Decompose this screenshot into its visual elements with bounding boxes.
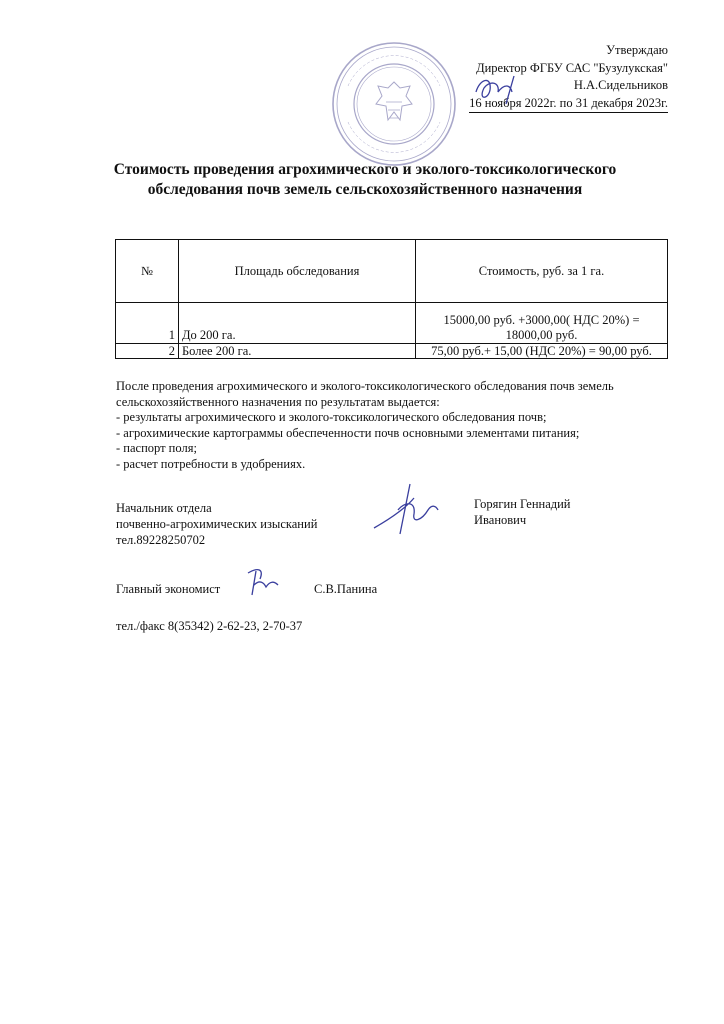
deliverables-section — [116, 379, 676, 472]
approval-validity-period: 16 ноября 2022г. по 31 декабря 2023г. — [469, 95, 668, 114]
head-phone: тел.89228250702 — [116, 533, 206, 547]
deliverable-item: - паспорт поля; — [116, 441, 197, 455]
head-position-line2: почвенно-агрохимических изысканий — [116, 517, 318, 531]
header-number: № — [116, 240, 179, 303]
deliverable-item: - результаты агрохимического и эколого-токсикологического обследования почв; — [116, 410, 547, 424]
deliverable-item: - агрохимические картограммы обеспеченности почв основными элементами питания; — [116, 425, 580, 440]
contact-phone-fax: тел./факс 8(35342) 2-62-23, 2-70-37 — [116, 619, 303, 633]
approval-director-name: Н.А.Сидельников — [573, 78, 668, 92]
row-area: Более 200 га. — [179, 344, 416, 359]
head-name-line2: Иванович — [474, 513, 527, 527]
row-cost: 15000,00 руб. +3000,00( НДС 20%) = 18000,00 руб. — [416, 303, 668, 344]
approval-label: Утверждаю — [606, 43, 668, 57]
head-position-line1: Начальник отдела — [116, 501, 212, 515]
director-signature — [470, 70, 534, 106]
head-of-department-info — [116, 500, 317, 548]
document-title: Стоимость проведения агрохимического и эколого-токсикологического обследования почв земель сельскохозяйственного назначения — [113, 161, 617, 198]
deliverable-item: - расчет потребности в удобрениях. — [116, 456, 306, 471]
pricing-table — [115, 239, 668, 359]
table-row — [116, 344, 668, 359]
header-cost: Стоимость, руб. за 1 га. — [416, 240, 668, 303]
approval-position: Директор ФГБУ САС "Бузулукская" — [476, 60, 668, 75]
head-signature — [370, 480, 442, 538]
row-cost: 75,00 руб.+ 15,00 (НДС 20%) = 90,00 руб. — [416, 344, 668, 359]
table-row — [116, 303, 668, 344]
row-number: 1 — [116, 303, 179, 344]
head-name-line1: Горягин Геннадий — [474, 497, 571, 511]
official-seal-stamp — [330, 40, 458, 168]
economist-position: Главный экономист — [116, 582, 221, 596]
deliverables-intro: После проведения агрохимического и эколого-токсикологического обследования почв земель сельскохозяйственного назначения по результатам выдается: — [116, 379, 614, 409]
economist-name: С.В.Панина — [314, 582, 378, 596]
economist-signature — [244, 565, 282, 599]
head-name-block — [474, 496, 571, 528]
header-area: Площадь обследования — [179, 240, 416, 303]
row-number: 2 — [116, 344, 179, 359]
table-header-row — [116, 240, 668, 303]
row-area: До 200 га. — [179, 303, 416, 344]
